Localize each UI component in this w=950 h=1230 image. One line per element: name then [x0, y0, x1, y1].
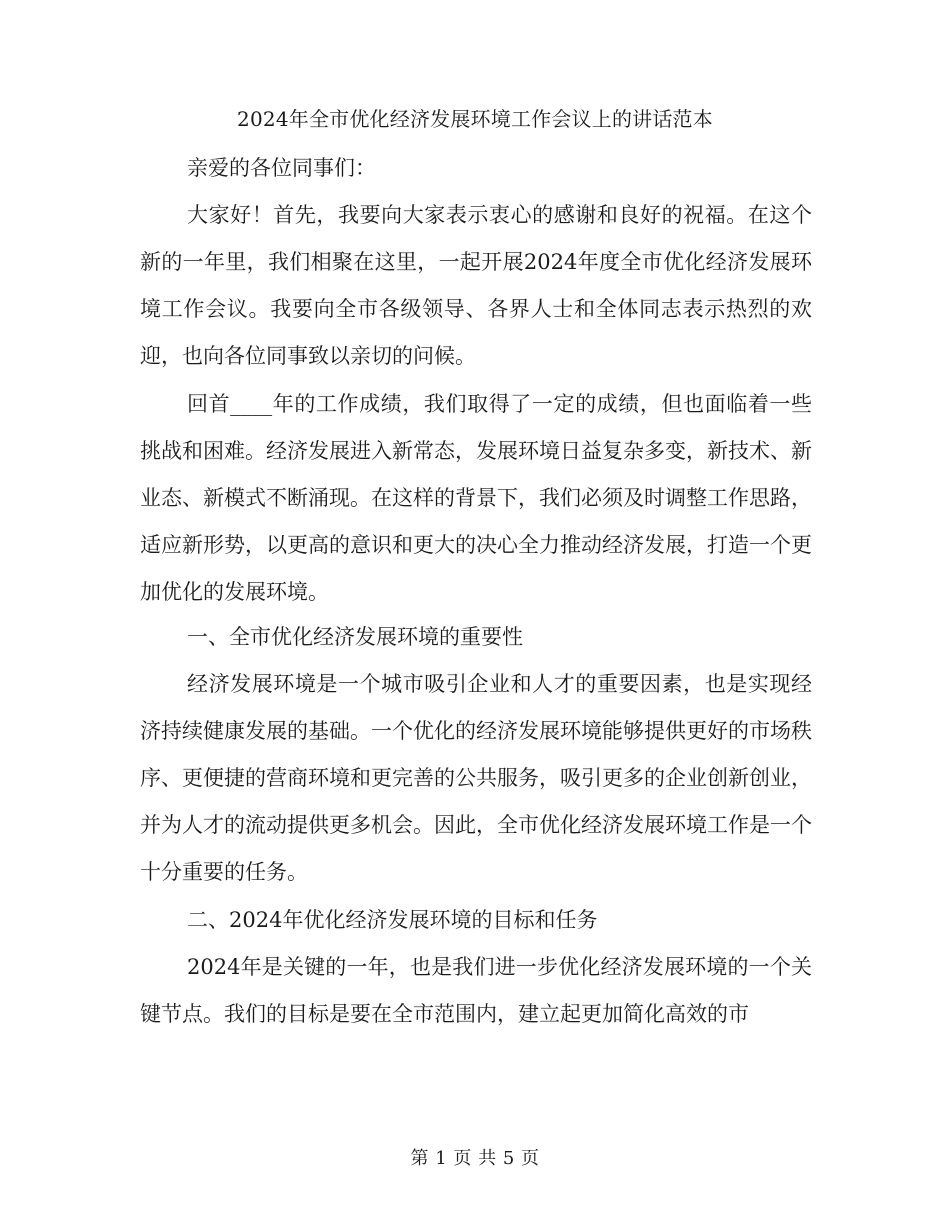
document-title: 2024年全市优化经济发展环境工作会议上的讲话范本 — [237, 107, 713, 131]
greeting-paragraph: 亲爱的各位同事们： — [187, 156, 376, 180]
environment-paragraph: 经济发展环境是一个城市吸引企业和人才的重要因素，也是实现经济持续健康发展的基础。一个优化的经济发展环境能够提供更好的市场秩序、更便捷的营商环境和更完善的公共服务，吸引更多的企业创新创业，并为人才的流动提供更多机会。因此，全市优化经济发展环境工作是一个十分重要的任务。 — [140, 672, 812, 884]
page-number-footer: 第 1 页 共 5 页 — [410, 1148, 540, 1169]
review-paragraph: 回首____年的工作成绩，我们取得了一定的成绩，但也面临着一些挑战和困难。经济发展进入新常态，发展环境日益复杂多变，新技术、新业态、新模式不断涌现。在这样的背景下，我们必须及时调整工作思路，适应新形势，以更高的意识和更大的决心全力推动经济发展，打造一个更加优化的发展环境。 — [140, 392, 812, 604]
section-heading-1: 一、全市优化经济发展环境的重要性 — [187, 625, 523, 649]
goal-paragraph: 2024年是关键的一年，也是我们进一步优化经济发展环境的一个关键节点。我们的目标是要在全市范围内，建立起更加简化高效的市 — [140, 955, 812, 1026]
intro-paragraph: 大家好！首先，我要向大家表示衷心的感谢和良好的祝福。在这个新的一年里，我们相聚在这里，一起开展2024年度全市优化经济发展环境工作会议。我要向全市各级领导、各界人士和全体同志表示热烈的欢迎，也向各位同事致以亲切的问候。 — [140, 203, 812, 368]
section-heading-2: 二、2024年优化经济发展环境的目标和任务 — [187, 908, 598, 932]
